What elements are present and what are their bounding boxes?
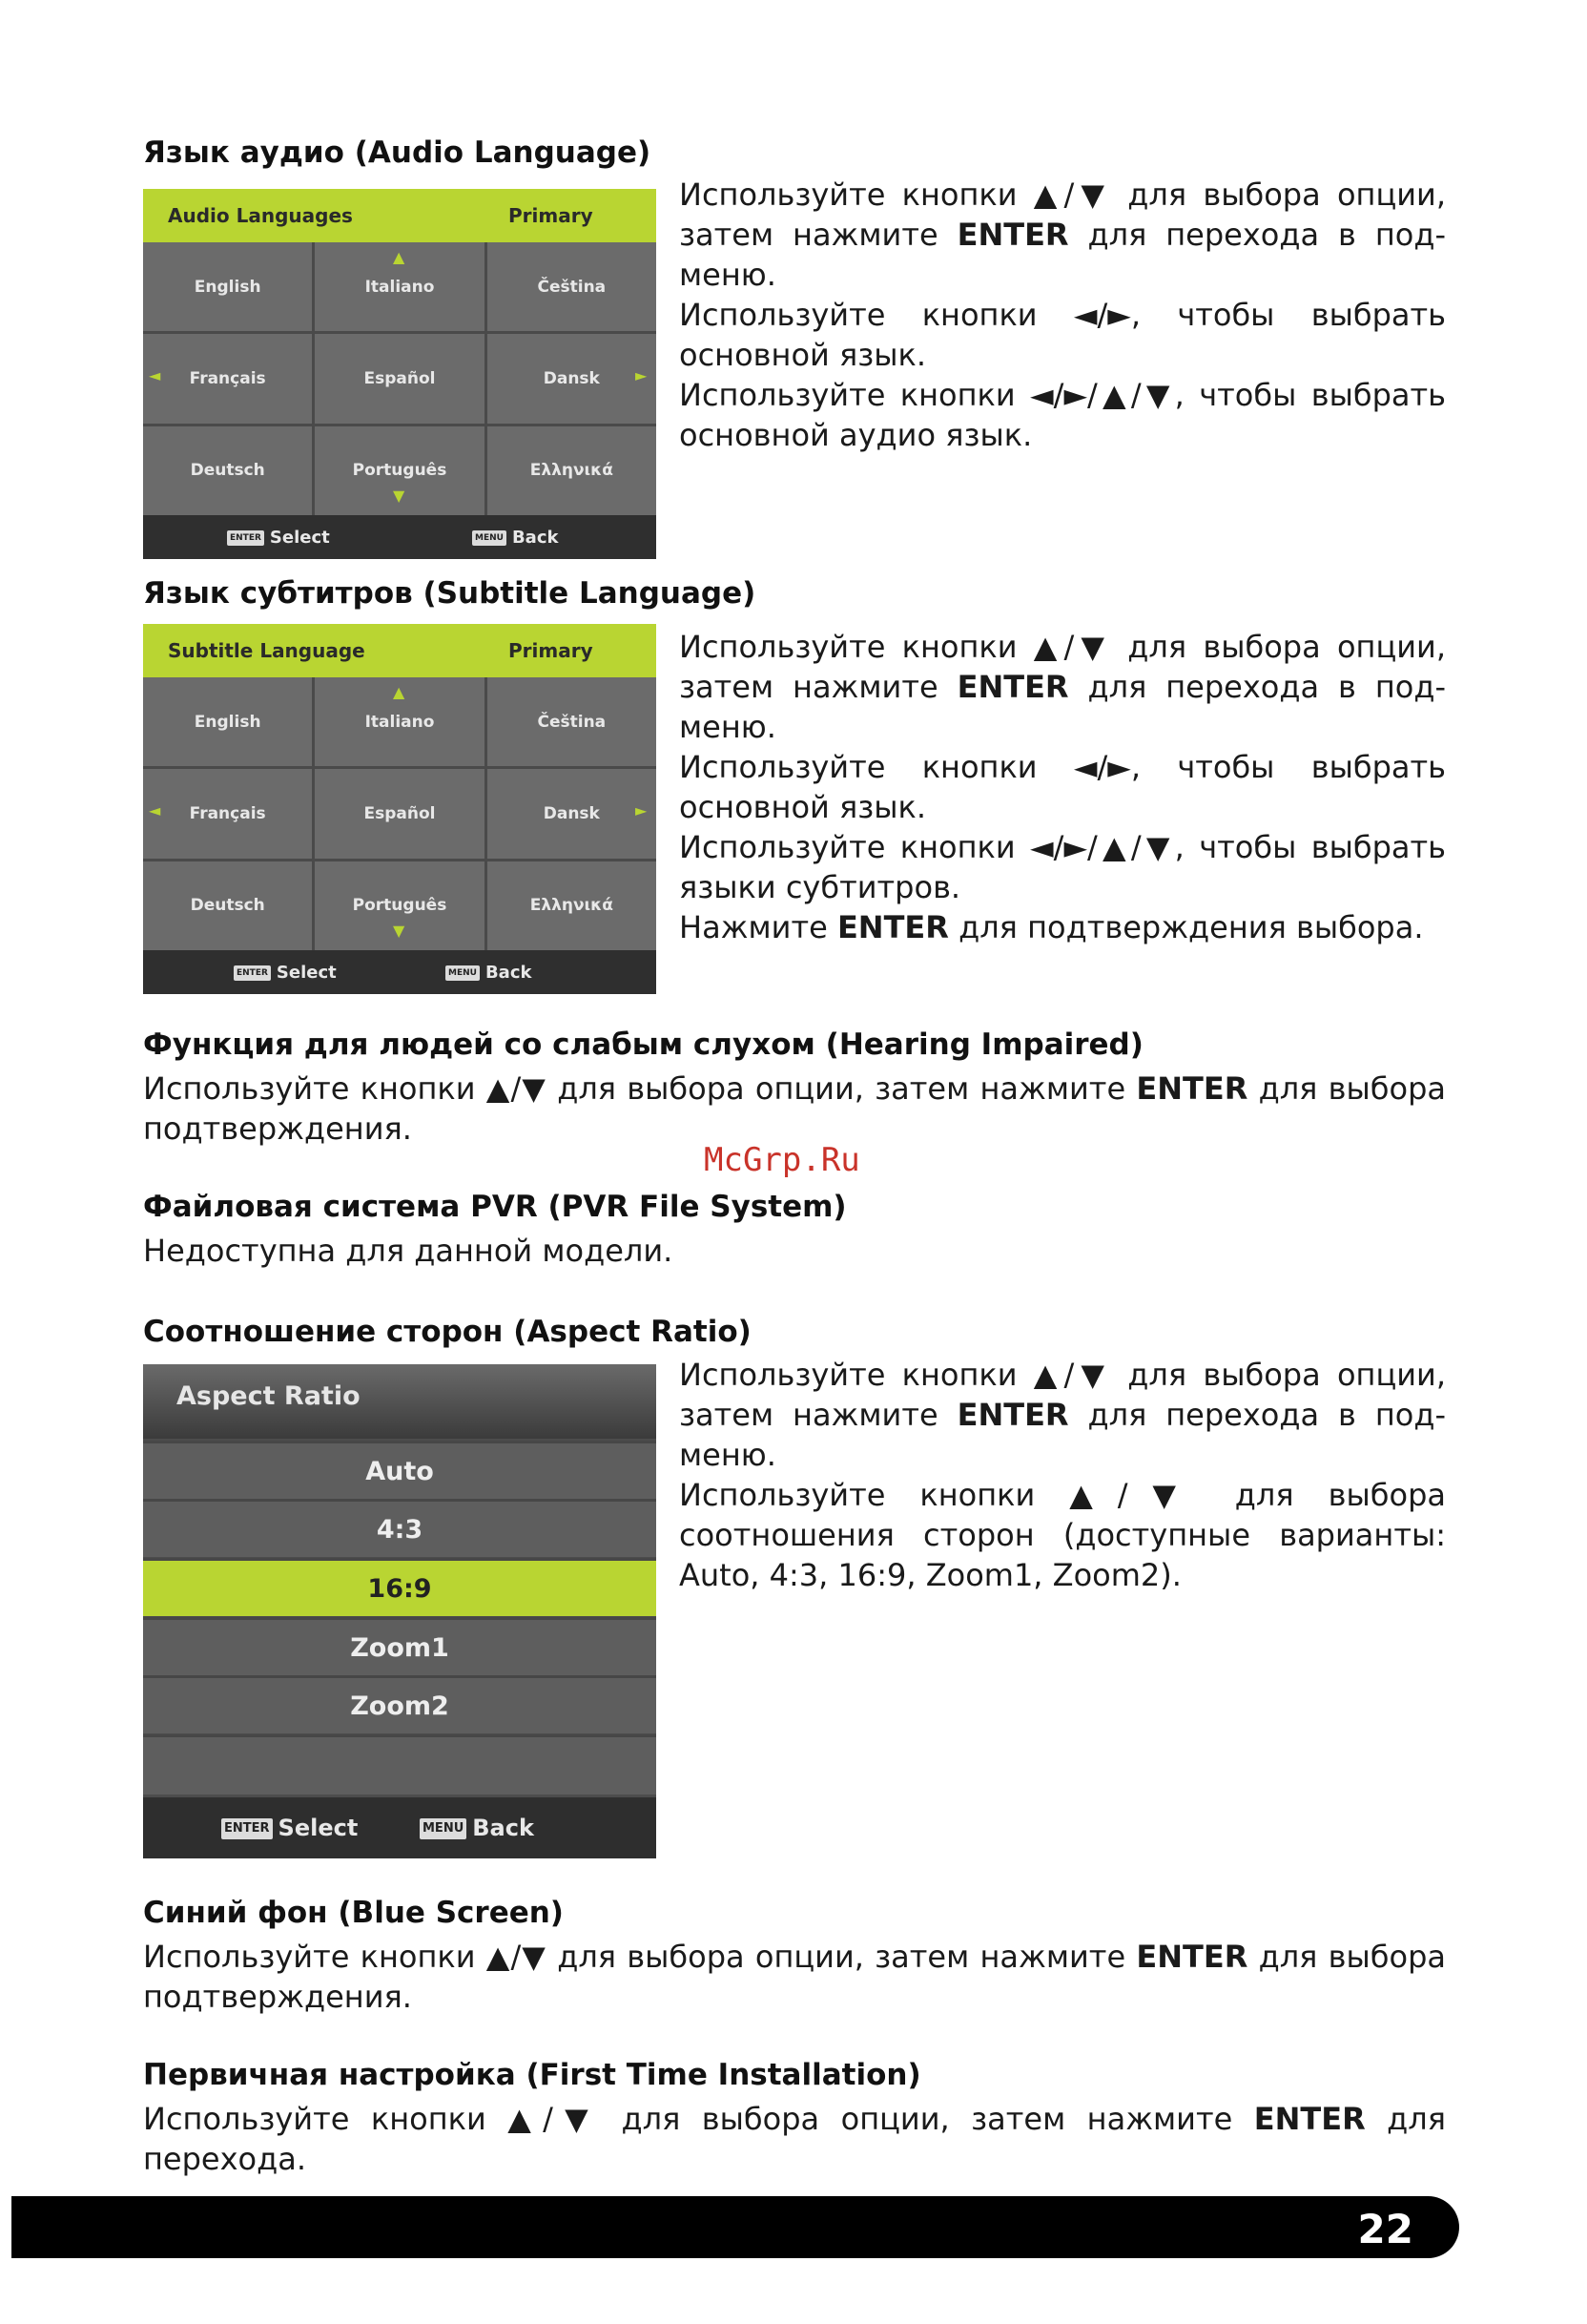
menu-footer — [143, 1797, 656, 1858]
select-hint — [234, 963, 337, 983]
pvr-file-system-heading: Файловая система PVR (PVR File System) — [143, 1190, 847, 1224]
menu-title-right: Primary — [508, 639, 593, 662]
select-label: Select — [278, 1815, 359, 1841]
down-arrow-icon: ▼ — [393, 487, 405, 505]
select-label: Select — [269, 528, 330, 548]
blue-screen-heading: Синий фон (Blue Screen) — [143, 1896, 564, 1930]
enter-key-icon: ENTER — [234, 965, 271, 981]
aspect-option-16-9[interactable]: 16:9 — [143, 1558, 656, 1616]
hearing-impaired-heading: Функция для людей со слабым слухом (Hearing Impaired) — [143, 1027, 1144, 1062]
language-option[interactable]: Português — [315, 861, 484, 950]
right-arrow-icon: ► — [635, 801, 648, 820]
audio-language-heading: Язык аудио (Audio Language) — [143, 135, 651, 170]
watermark: McGrp.Ru — [704, 1141, 860, 1179]
menu-title: Subtitle Language — [168, 639, 365, 662]
aspect-option-auto[interactable]: Auto — [143, 1441, 656, 1499]
language-option[interactable]: English — [143, 677, 312, 766]
back-hint — [445, 963, 531, 983]
left-arrow-icon: ◄ — [149, 366, 161, 384]
enter-key-icon: ENTER — [221, 1818, 273, 1839]
page-footer-bar — [11, 2196, 1459, 2258]
language-option[interactable]: Português — [315, 426, 484, 515]
back-label: Back — [511, 528, 559, 548]
aspect-option-zoom2[interactable]: Zoom2 — [143, 1675, 656, 1733]
aspect-option-zoom1[interactable]: Zoom1 — [143, 1617, 656, 1675]
menu-key-icon: MENU — [472, 530, 506, 546]
subtitle-language-text: Используйте кнопки ▲/▼ для выбора опции, затем нажмите ENTER для перехода в под-меню. Используйте кнопки ◄/►, чтобы выбрать основной язык. Используйте кнопки ◄/►/▲/▼, чтобы выбрать языки субтитров. Нажмите ENTER для подтверждения выбора. — [679, 629, 1447, 945]
aspect-option-4-3[interactable]: 4:3 — [143, 1499, 656, 1557]
audio-language-text: Используйте кнопки ▲/▼ для выбора опции, затем нажмите ENTER для перехода в под-меню. Используйте кнопки ◄/►, чтобы выбрать основной язык. Используйте кнопки ◄/►/▲/▼, чтобы выбрать основной аудио язык. — [679, 176, 1447, 453]
select-label: Select — [276, 963, 337, 983]
language-option[interactable]: Dansk — [487, 769, 656, 858]
first-time-installation-heading: Первичная настройка (First Time Installation) — [143, 2058, 921, 2092]
pvr-file-system-text: Недоступна для данной модели. — [143, 1233, 673, 1269]
menu-key-icon: MENU — [445, 965, 480, 981]
language-option[interactable]: Español — [315, 769, 484, 858]
aspect-ratio-heading: Соотношение сторон (Aspect Ratio) — [143, 1315, 752, 1349]
menu-title-bar — [143, 1364, 656, 1439]
select-hint — [227, 528, 330, 548]
select-hint — [221, 1815, 358, 1841]
language-option[interactable]: Čeština — [487, 677, 656, 766]
up-arrow-icon: ▲ — [393, 248, 405, 266]
hearing-impaired-text: Используйте кнопки ▲/▼ для выбора опции, затем нажмите ENTER для выбора подтверждения. — [143, 1070, 1447, 1147]
language-option[interactable]: Français — [143, 769, 312, 858]
language-option[interactable]: Español — [315, 334, 484, 423]
menu-title-bar — [143, 624, 656, 677]
language-option[interactable]: Dansk — [487, 334, 656, 423]
blue-screen-text: Используйте кнопки ▲/▼ для выбора опции, затем нажмите ENTER для выбора подтверждения. — [143, 1939, 1447, 2015]
menu-title-bar — [143, 189, 656, 242]
language-option[interactable]: English — [143, 242, 312, 331]
language-option[interactable]: Italiano — [315, 242, 484, 331]
language-option[interactable]: Deutsch — [143, 426, 312, 515]
audio-language-menu — [143, 189, 656, 559]
back-hint — [420, 1815, 534, 1841]
language-option[interactable]: Français — [143, 334, 312, 423]
right-arrow-icon: ► — [635, 366, 648, 384]
menu-title-right: Primary — [508, 204, 593, 227]
language-option[interactable]: Italiano — [315, 677, 484, 766]
subtitle-language-menu — [143, 624, 656, 994]
aspect-ratio-text: Используйте кнопки ▲/▼ для выбора опции, затем нажмите ENTER для перехода в под-меню. Используйте кнопки ▲/▼ для выбора соотношения сторон (доступные варианты: Auto, 4:3, 16:9, Zoom1, Zoom2). — [679, 1357, 1447, 1593]
menu-footer — [143, 515, 656, 559]
menu-title: Audio Languages — [168, 204, 353, 227]
aspect-ratio-menu — [143, 1364, 656, 1858]
subtitle-language-heading: Язык субтитров (Subtitle Language) — [143, 576, 756, 611]
language-grid — [143, 677, 656, 950]
language-grid — [143, 242, 656, 515]
language-option[interactable]: Ελληνικά — [487, 426, 656, 515]
menu-title: Aspect Ratio — [176, 1381, 361, 1411]
back-hint — [472, 528, 558, 548]
left-arrow-icon: ◄ — [149, 801, 161, 820]
enter-key-icon: ENTER — [227, 530, 264, 546]
language-option[interactable]: Ελληνικά — [487, 861, 656, 950]
language-option[interactable]: Čeština — [487, 242, 656, 331]
down-arrow-icon: ▼ — [393, 922, 405, 940]
language-option[interactable]: Deutsch — [143, 861, 312, 950]
menu-key-icon: MENU — [420, 1818, 466, 1839]
back-label: Back — [484, 963, 532, 983]
menu-footer — [143, 950, 656, 994]
back-label: Back — [472, 1815, 534, 1841]
page-number: 22 — [1357, 2206, 1413, 2252]
aspect-empty-row — [143, 1734, 656, 1795]
up-arrow-icon: ▲ — [393, 683, 405, 701]
first-time-installation-text: Используйте кнопки ▲/▼ для выбора опции, затем нажмите ENTER для перехода. — [143, 2101, 1447, 2177]
